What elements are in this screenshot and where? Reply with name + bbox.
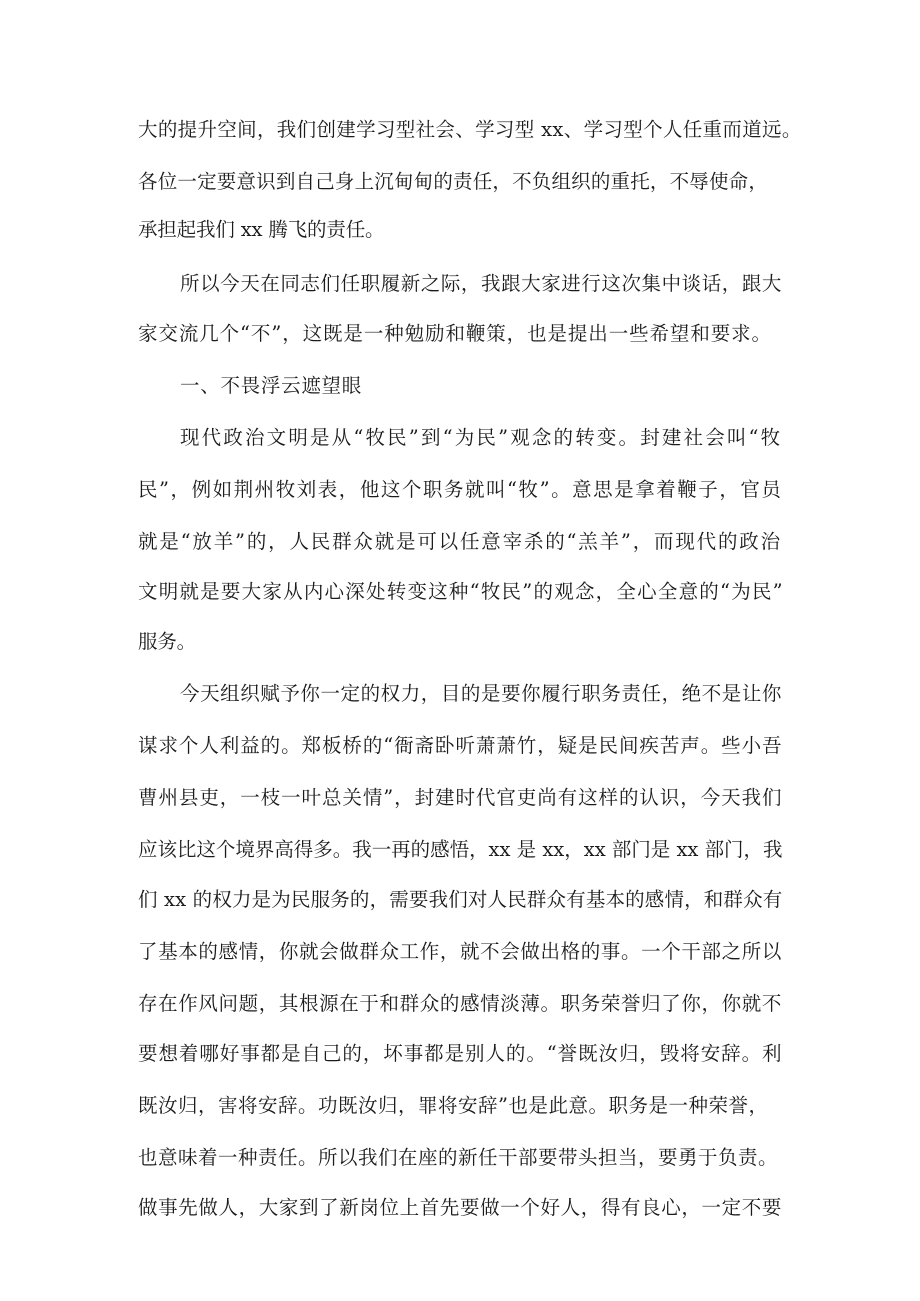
text-line: 大的提升空间，我们创建学习型社会、学习型 xx、学习型个人任重而道远。 xyxy=(138,118,802,141)
text-line: 现代政治文明是从“牧民”到“为民”观念的转变。封建社会叫“牧 xyxy=(180,426,783,449)
text-line: 承担起我们 xx 腾飞的责任。 xyxy=(138,218,385,241)
text-line: 谋求个人利益的。郑板桥的“衙斋卧听萧萧竹，疑是民间疾苦声。些小吾 xyxy=(138,734,783,757)
section-heading: 一、不畏浮云遮望眼 xyxy=(180,374,363,397)
text-line: 应该比这个境界高得多。我一再的感悟，xx 是 xx，xx 部门是 xx 部门，我 xyxy=(138,838,783,861)
text-line: 文明就是要大家从内心深处转变这种“牧民”的观念，全心全意的“为民” xyxy=(138,580,784,603)
text-line: 今天组织赋予你一定的权力，目的是要你履行职务责任，绝不是让你 xyxy=(180,682,783,705)
text-line: 做事先做人，大家到了新岗位上首先要做一个好人，得有良心，一定不要 xyxy=(138,1196,783,1219)
text-line: 也意味着一种责任。所以我们在座的新任干部要带头担当，要勇于负责。 xyxy=(138,1146,779,1169)
text-line: 要想着哪好事都是自己的，坏事都是别人的。“誉既汝归，毁将安辞。利 xyxy=(138,1042,783,1065)
text-line: 既汝归，害将安辞。功既汝归，罪将安辞”也是此意。职务是一种荣誉， xyxy=(138,1094,769,1117)
text-line: 就是“放羊”的，人民群众就是可以任意宰杀的“羔羊”，而现代的政治 xyxy=(138,530,782,553)
text-line: 家交流几个“不”，这既是一种勉励和鞭策，也是提出一些希望和要求。 xyxy=(138,322,772,345)
text-line: 服务。 xyxy=(138,630,197,653)
text-line: 了基本的感情，你就会做群众工作，就不会做出格的事。一个干部之所以 xyxy=(138,940,783,963)
text-line: 所以今天在同志们任职履新之际，我跟大家进行这次集中谈话，跟大 xyxy=(180,272,783,295)
text-line: 各位一定要意识到自己身上沉甸甸的责任，不负组织的重托，不辱使命， xyxy=(138,170,769,193)
text-line: 曹州县吏，一枝一叶总关情”，封建时代官吏尚有这样的认识，今天我们 xyxy=(138,786,783,809)
text-line: 民”，例如荆州牧刘表，他这个职务就叫“牧”。意思是拿着鞭子，官员 xyxy=(138,478,783,501)
text-line: 存在作风问题，其根源在于和群众的感情淡薄。职务荣誉归了你，你就不 xyxy=(138,992,783,1015)
text-line: 们 xx 的权力是为民服务的，需要我们对人民群众有基本的感情，和群众有 xyxy=(138,888,783,911)
